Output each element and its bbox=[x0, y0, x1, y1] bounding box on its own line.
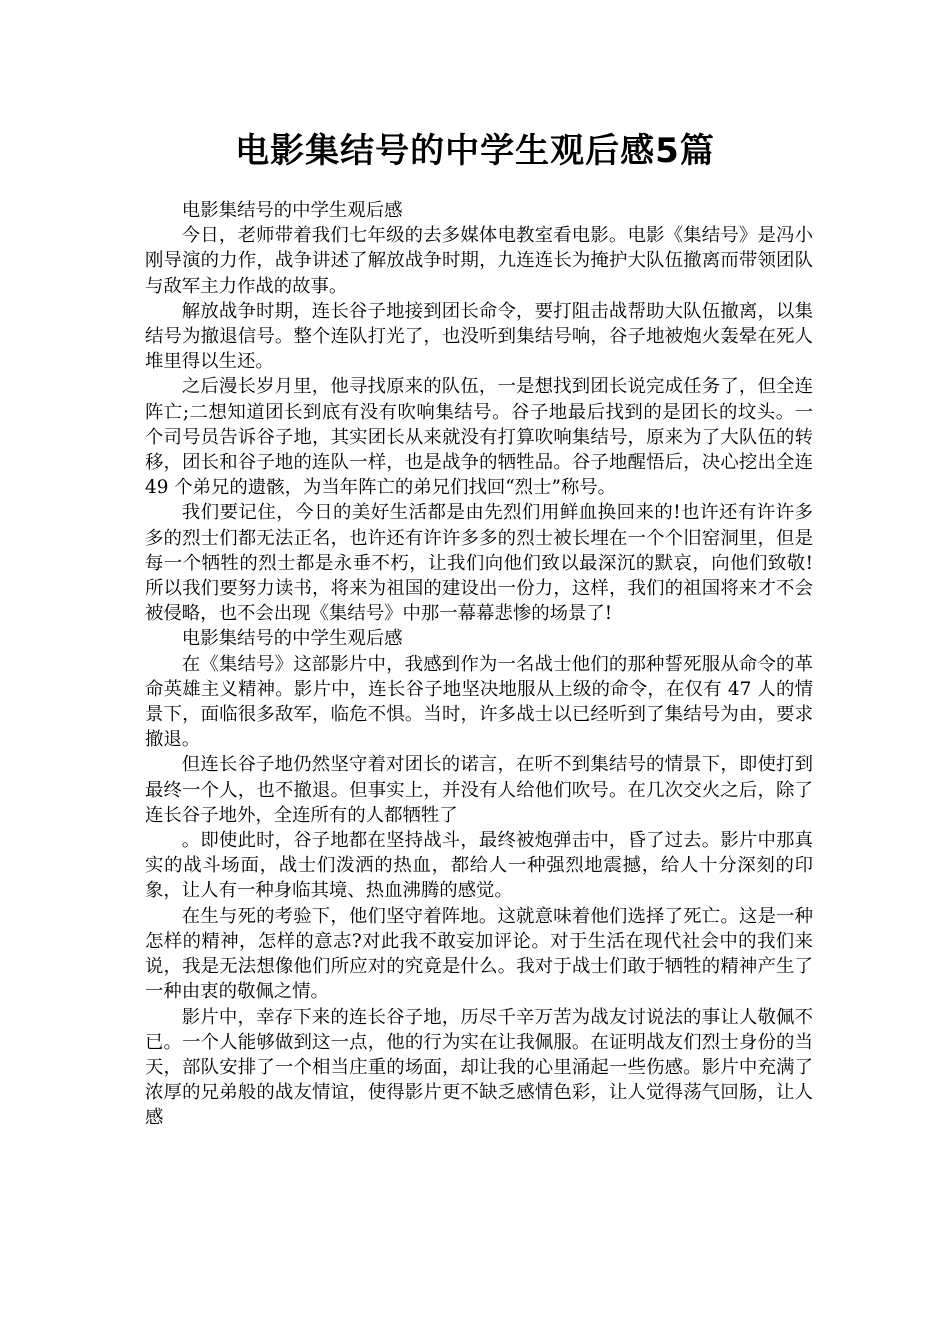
body-paragraph: 在生与死的考验下，他们坚守着阵地。这就意味着他们选择了死亡。这是一种怎样的精神，怎样的意志?对此我不敢妄加评论。对于生活在现代社会中的我们来说，我是无法想像他们所应对的究竟是什么。我对于战士们敢于牺牲的精神产生了一种由衷的敬佩之情。 bbox=[145, 905, 813, 1003]
section-heading: 电影集结号的中学生观后感 bbox=[181, 200, 403, 221]
body-paragraph: 解放战争时期，连长谷子地接到团长命令，要打阻击战帮助大队伍撤离，以集结号为撤退信号。整个连队打光了，也没听到集结号响，谷子地被炮火轰晕在死人堆里得以生还。 bbox=[145, 300, 813, 373]
body-paragraph: 。即使此时，谷子地都在坚持战斗，最终被炮弹击中，昏了过去。影片中那真实的战斗场面，战士们泼洒的热血，都给人一种强烈地震撼，给人十分深刻的印象，让人有一种身临其境、热血沸腾的感觉。 bbox=[145, 830, 813, 902]
body-paragraph: 但连长谷子地仍然坚守着对团长的诺言，在听不到集结号的情景下，即使打到最终一个人，也不撤退。但事实上，并没有人给他们吹号。在几次交火之后，除了连长谷子地外，全连所有的人都牺牲了 bbox=[145, 754, 813, 826]
body-paragraph: 之后漫长岁月里，他寻找原来的队伍，一是想找到团长说完成任务了，但全连阵亡;二想知道团长到底有没有吹响集结号。谷子地最后找到的是团长的坟头。一个司号员告诉谷子地，其实团长从来就没有打算吹响集结号，原来为了大队伍的转移，团长和谷子地的连队一样，也是战争的牺牲品。谷子地醒悟后，决心挖出全连 49 个弟兄的遗骸，为当年阵亡的弟兄们找回“烈士”称号。 bbox=[145, 376, 813, 499]
document-title: 电影集结号的中学生观后感5篇 bbox=[235, 131, 715, 171]
body-paragraph: 影片中，幸存下来的连长谷子地，历尽千辛万苦为战友讨说法的事让人敬佩不已。一个人能够做到这一点，他的行为实在让我佩服。在证明战友们烈士身份的当天，部队安排了一个相当庄重的场面，却让我的心里涌起一些伤感。影片中充满了浓厚的兄弟般的战友情谊，使得影片更不缺乏感情色彩，让人觉得荡气回肠，让人感 bbox=[145, 1006, 813, 1129]
document-body bbox=[145, 198, 813, 1131]
body-paragraph: 今日，老师带着我们七年级的去多媒体电教室看电影。电影《集结号》是冯小刚导演的力作，战争讲述了解放战争时期，九连连长为掩护大队伍撤离而带领团队与敌军主力作战的故事。 bbox=[145, 225, 813, 297]
section-heading: 电影集结号的中学生观后感 bbox=[181, 628, 403, 650]
body-paragraph: 我们要记住，今日的美好生活都是由先烈们用鲜血换回来的!也许还有许许多多的烈士们都无法正名，也许还有许许多多的烈士被长埋在一个个旧窑洞里，但是每一个牺牲的烈士都是永垂不朽，让我们向他们致以最深沉的默哀，向他们致敬!所以我们要努力读书，将来为祖国的建设出一份力，这样，我们的祖国将来才不会被侵略，也不会出现《集结号》中那一幕幕悲惨的场景了! bbox=[145, 502, 813, 625]
body-paragraph: 在《集结号》这部影片中，我感到作为一名战士他们的那种誓死服从命令的革命英雄主义精神。影片中，连长谷子地坚决地服从上级的命令，在仅有 47 人的情景下，面临很多敌军，临危不惧。当时，许多战士以已经听到了集结号为由，要求撤退。 bbox=[145, 653, 813, 751]
